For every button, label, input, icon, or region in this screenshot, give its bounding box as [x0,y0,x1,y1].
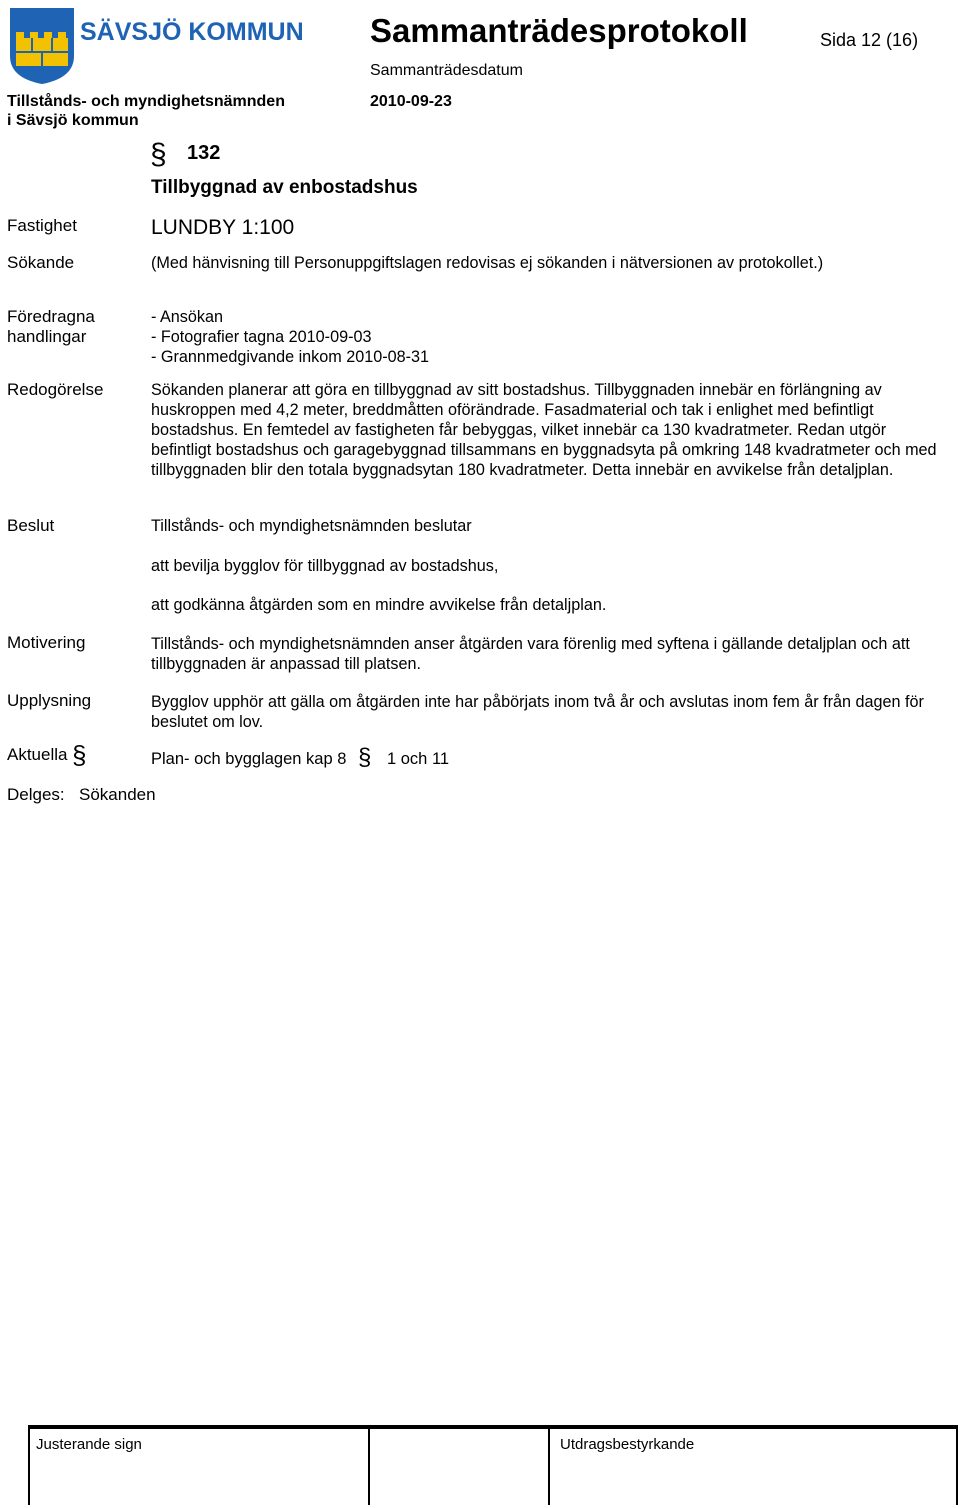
section-symbol: § [150,138,167,171]
redogorelse-text: Sökanden planerar att göra en tillbyggnad av sitt bostadshus. Tillbyggnaden innebär en förlängning av huskroppen med 4,2 meter, breddmåtten oförändrade. Fasadmaterial och tak i enlighet med befintligt bostadshus. En femtedel av fastigheten får bebyggas, vilket innebär ca 130 kvadratmeter. Redan utgör befintligt bostadshus och garagebyggnad tillsammans en byggnadsyta på omkring 148 kvadratmeter och med tillbyggnaden blir den totala byggnadsytan 180 kvadratmeter. Detta innebär en avvikelse från detaljplan. [151,381,937,479]
sokande-value: (Med hänvisning till Personuppgiftslagen redovisas ej sökanden i nätversionen av protokollet.) [151,254,824,272]
beslut-item-1: att bevilja bygglov för tillbyggnad av bostadshus, [151,557,499,575]
motivering-text: Tillstånds- och myndighetsnämnden anser åtgärden vara förenlig med syftena i gällande detaljplan och att tillbyggnaden är anpassad till platsen. [151,635,910,673]
upplysning-label: Upplysning [7,691,92,710]
upplysning-text: Bygglov upphör att gälla om åtgärden inte har påbörjats inom två år och avslutas inom fem år från dagen för beslutet om lov. [151,693,924,731]
org-name-line1: Tillstånds- och myndighetsnämnden [7,93,285,110]
justerande-sign-label: Justerande sign [36,1436,142,1453]
beslut-intro: Tillstånds- och myndighetsnämnden beslutar [151,517,472,535]
handling-item: - Fotografier tagna 2010-09-03 [151,328,372,346]
document-title: Sammanträdesprotokoll [370,12,748,49]
footer-border-left [28,1425,30,1505]
redogorelse-label: Redogörelse [7,380,104,399]
footer-border-right [956,1425,958,1505]
footer-divider [368,1425,370,1505]
aktuella-text: Plan- och bygglagen kap 8 [151,750,347,768]
aktuella-symbol-2: § [358,744,372,771]
municipality-logo [8,6,308,86]
aktuella-symbol: § [72,740,87,770]
beslut-label: Beslut [7,516,55,535]
section-title: Tillbyggnad av enbostadshus [151,177,418,198]
utdragsbestyrkande-label: Utdragsbestyrkande [560,1436,695,1453]
footer-divider [548,1425,550,1505]
aktuella-label: Aktuella [7,745,68,764]
fastighet-value: LUNDBY 1:100 [151,216,295,239]
beslut-item-2: att godkänna åtgärden som en mindre avvikelse från detaljplan. [151,596,607,614]
footer-rule [28,1425,958,1429]
handling-item: - Ansökan [151,308,223,326]
coat-of-arms-icon [8,6,308,86]
sokande-label: Sökande [7,253,75,272]
handling-item: - Grannmedgivande inkom 2010-08-31 [151,348,430,366]
handlingar-label-1: Föredragna [7,307,95,326]
delges-label: Delges: [7,785,65,804]
meeting-date: 2010-09-23 [370,93,452,110]
date-label: Sammanträdesdatum [370,62,523,79]
section-number: 132 [187,142,221,164]
motivering-label: Motivering [7,633,86,652]
handlingar-label-2: handlingar [7,327,87,346]
page-number: Sida 12 (16) [820,30,919,50]
fastighet-label: Fastighet [7,216,77,235]
org-name-line2: i Sävsjö kommun [7,112,139,129]
logo-text: SÄVSJÖ KOMMUN [80,18,304,46]
aktuella-text-2: 1 och 11 [387,750,450,768]
delges-value: Sökanden [79,785,156,804]
